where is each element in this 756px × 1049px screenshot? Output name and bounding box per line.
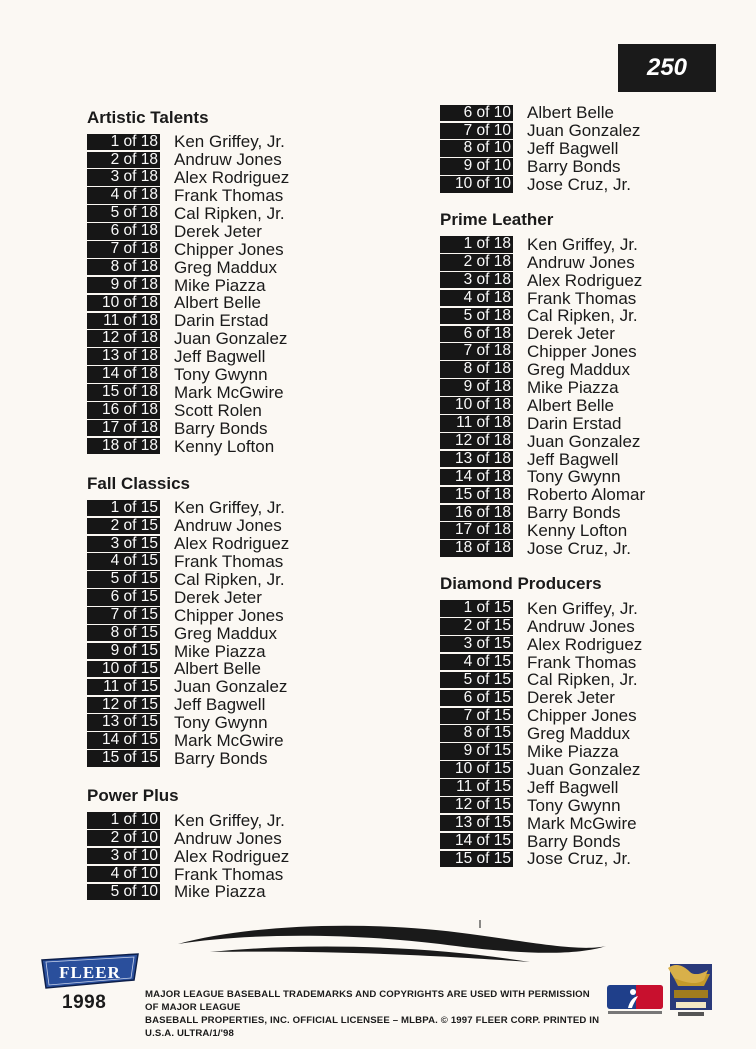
checklist-row (87, 258, 407, 276)
player-name: Albert Belle (174, 293, 261, 313)
checklist-row (440, 761, 740, 779)
checklist-row (87, 499, 407, 517)
section-title: Power Plus (87, 786, 179, 806)
card-number-badge: 13 of 15 (440, 815, 513, 832)
card-number-badge: 16 of 18 (87, 402, 160, 419)
player-name: Derek Jeter (527, 324, 615, 344)
checklist-row (87, 205, 407, 223)
player-name: Cal Ripken, Jr. (174, 204, 285, 223)
card-number-badge: 12 of 15 (87, 697, 160, 714)
card-number-badge: 5 of 15 (440, 672, 513, 689)
swoosh-decoration (170, 912, 610, 974)
checklist-row (440, 307, 740, 325)
checklist-row (87, 133, 407, 151)
checklist-row (440, 104, 740, 122)
player-name: Greg Maddux (527, 360, 630, 380)
card-number-badge: 15 of 15 (440, 851, 513, 868)
checklist-row (87, 276, 407, 294)
card-number-badge: 17 of 18 (440, 522, 513, 539)
card-number-badge: 1 of 10 (87, 812, 160, 829)
player-name: Albert Belle (527, 103, 614, 123)
card-number-badge: 9 of 18 (440, 379, 513, 396)
card-number-badge: 9 of 15 (87, 643, 160, 660)
card-number-badge: 14 of 15 (440, 833, 513, 850)
card-number-badge: 18 of 18 (87, 438, 160, 455)
checklist-row (440, 743, 740, 761)
player-name: Jeff Bagwell (527, 777, 619, 797)
player-name: Andruw Jones (174, 150, 282, 170)
checklist-row (440, 707, 740, 725)
checklist-row (440, 176, 740, 194)
player-name: Juan Gonzalez (174, 329, 288, 349)
card-number-badge: 1 of 18 (440, 236, 513, 253)
checklist-row (87, 169, 407, 187)
card-number-badge: 12 of 18 (440, 433, 513, 450)
player-name: Ken Griffey, Jr. (174, 810, 285, 830)
card-number-badge: 13 of 18 (440, 451, 513, 468)
player-name: Barry Bonds (527, 503, 621, 523)
card-number-badge: 7 of 15 (87, 607, 160, 624)
player-name: Mark McGwire (174, 382, 284, 402)
card-number-badge: 16 of 18 (440, 505, 513, 522)
card-number-badge: 8 of 15 (87, 625, 160, 642)
section-fall-classics (87, 473, 407, 767)
card-number-badge: 2 of 10 (87, 830, 160, 847)
checklist-row (440, 361, 740, 379)
checklist-row (440, 814, 740, 832)
player-name: Jeff Bagwell (174, 695, 266, 715)
checklist-row (440, 725, 740, 743)
card-number-badge: 2 of 15 (87, 518, 160, 535)
card-number-badge: 13 of 18 (87, 348, 160, 365)
checklist-row (440, 140, 740, 158)
checklist-row (440, 522, 740, 540)
player-name: Frank Thomas (527, 652, 637, 672)
player-name: Mike Piazza (527, 742, 619, 762)
section-title: Prime Leather (440, 210, 554, 230)
player-name: Darin Erstad (174, 311, 269, 331)
player-name: Juan Gonzalez (174, 677, 288, 697)
checklist-row (440, 343, 740, 361)
checklist-row (440, 635, 740, 653)
checklist-row (87, 571, 407, 589)
card-number-badge: 8 of 18 (87, 259, 160, 276)
section-artistic-talents (87, 107, 407, 455)
card-number-badge: 4 of 18 (440, 290, 513, 307)
checklist-row (87, 187, 407, 205)
checklist-row (440, 432, 740, 450)
checklist-row (87, 312, 407, 330)
checklist-row (87, 222, 407, 240)
card-number-badge: 2 of 15 (440, 618, 513, 635)
checklist-row (87, 829, 407, 847)
card-number-badge: 4 of 18 (87, 187, 160, 204)
player-name: Barry Bonds (174, 748, 268, 768)
checklist-row (440, 450, 740, 468)
checklist-row (87, 517, 407, 535)
card-number-badge: 11 of 18 (440, 415, 513, 432)
card-number-badge: 3 of 18 (440, 272, 513, 289)
checklist-row (440, 468, 740, 486)
card-number-badge: 2 of 18 (87, 152, 160, 169)
checklist-row (440, 379, 740, 397)
card-number-badge: 3 of 18 (87, 169, 160, 186)
player-name: Derek Jeter (174, 587, 262, 607)
card-number-badge: 1 of 18 (87, 134, 160, 151)
checklist-row (87, 883, 407, 901)
player-name: Scott Rolen (174, 400, 262, 420)
fleer-logo-text: FLEER (59, 963, 121, 982)
player-name: Ken Griffey, Jr. (174, 498, 285, 518)
player-name: Jose Cruz, Jr. (527, 849, 631, 869)
card-number-badge: 7 of 18 (87, 241, 160, 258)
checklist-row (440, 617, 740, 635)
checklist-row (440, 253, 740, 271)
player-name: Mike Piazza (174, 882, 266, 902)
card-number-badge: 3 of 15 (440, 636, 513, 653)
card-number-badge: 15 of 18 (87, 384, 160, 401)
card-number-badge: 14 of 18 (440, 469, 513, 486)
checklist-row (440, 289, 740, 307)
card-number-badge: 9 of 10 (440, 158, 513, 175)
card-number-badge: 5 of 10 (87, 884, 160, 901)
player-name: Andruw Jones (174, 828, 282, 848)
checklist-row (87, 366, 407, 384)
checklist-row (87, 401, 407, 419)
player-name: Barry Bonds (527, 831, 621, 851)
checklist-row (440, 486, 740, 504)
player-name: Ken Griffey, Jr. (527, 598, 638, 618)
card-number-badge: 6 of 18 (87, 223, 160, 240)
section-power-plus (87, 785, 407, 900)
legal-line-2: BASEBALL PROPERTIES, INC. OFFICIAL LICENSEE – MLBPA. © 1997 FLEER CORP. PRINTED IN U.S.A. ULTRA/1/'98 (145, 1015, 600, 1039)
mlb-logo-icon (606, 984, 664, 1016)
card-number-badge: 12 of 15 (440, 797, 513, 814)
player-name: Albert Belle (527, 395, 614, 415)
player-name: Alex Rodriguez (527, 634, 643, 654)
player-name: Kenny Lofton (174, 436, 275, 456)
player-name: Frank Thomas (174, 186, 284, 206)
card-number-badge: 6 of 15 (87, 589, 160, 606)
player-name: Kenny Lofton (527, 521, 628, 541)
card-number-badge: 5 of 15 (87, 571, 160, 588)
card-number-badge: 2 of 18 (440, 254, 513, 271)
player-name: Jeff Bagwell (527, 139, 619, 159)
checklist-row (440, 850, 740, 868)
card-number-badge: 4 of 15 (87, 553, 160, 570)
player-name: Frank Thomas (527, 288, 637, 308)
card-number-badge: 13 of 15 (87, 714, 160, 731)
checklist-row (440, 653, 740, 671)
player-name: Derek Jeter (174, 221, 262, 241)
card-number-badge: 17 of 18 (87, 420, 160, 437)
player-name: Andruw Jones (174, 516, 282, 536)
checklist-row (87, 151, 407, 169)
player-name: Frank Thomas (174, 552, 284, 572)
right-column (440, 104, 740, 868)
card-number-badge: 6 of 18 (440, 326, 513, 343)
card-number-badge: 6 of 15 (440, 690, 513, 707)
player-name: Mike Piazza (174, 641, 266, 661)
player-name: Albert Belle (174, 659, 261, 679)
checklist-row (440, 235, 740, 253)
card-number-badge: 1 of 15 (87, 500, 160, 517)
card-number-badge: 11 of 15 (87, 679, 160, 696)
player-name: Jeff Bagwell (527, 449, 619, 469)
checklist-row (440, 122, 740, 140)
section-diamond-producers (440, 573, 740, 867)
card-number-badge: 10 of 18 (87, 295, 160, 312)
player-name: Juan Gonzalez (527, 759, 641, 779)
checklist-row (87, 750, 407, 768)
checklist-row (87, 714, 407, 732)
checklist-row (87, 588, 407, 606)
card-number-badge: 9 of 15 (440, 743, 513, 760)
player-name: Cal Ripken, Jr. (174, 570, 285, 590)
player-name: Barry Bonds (174, 418, 268, 438)
hall-of-fame-logo-icon (664, 956, 718, 1020)
player-name: Jose Cruz, Jr. (527, 175, 631, 194)
card-number-badge: 8 of 10 (440, 140, 513, 157)
checklist-row (440, 796, 740, 814)
player-name: Cal Ripken, Jr. (527, 306, 638, 326)
left-column (87, 107, 407, 901)
player-name: Jose Cruz, Jr. (527, 539, 631, 559)
player-name: Chipper Jones (527, 342, 637, 362)
checklist-row (440, 414, 740, 432)
card-number-badge: 14 of 18 (87, 366, 160, 383)
player-name: Chipper Jones (527, 706, 637, 726)
player-name: Tony Gwynn (174, 713, 268, 733)
checklist-row (87, 437, 407, 455)
card-number-badge: 12 of 18 (87, 330, 160, 347)
checklist-row (87, 678, 407, 696)
player-name: Greg Maddux (174, 257, 277, 277)
card-number-badge: 3 of 15 (87, 536, 160, 553)
card-number-badge: 7 of 15 (440, 708, 513, 725)
section-title: Fall Classics (87, 474, 191, 494)
player-name: Barry Bonds (527, 157, 621, 177)
player-name: Darin Erstad (527, 413, 622, 433)
checklist-row (440, 271, 740, 289)
player-name: Ken Griffey, Jr. (174, 132, 285, 152)
card-number-badge: 1 of 15 (440, 600, 513, 617)
player-name: Greg Maddux (527, 724, 630, 744)
player-name: Mark McGwire (174, 731, 284, 751)
card-number-badge: 10 of 15 (87, 661, 160, 678)
checklist-row (440, 832, 740, 850)
checklist-row (440, 325, 740, 343)
checklist-row (87, 660, 407, 678)
card-number-badge: 14 of 15 (87, 732, 160, 749)
card-number-badge: 10 of 18 (440, 397, 513, 414)
player-name: Cal Ripken, Jr. (527, 670, 638, 690)
legal-line-1: MAJOR LEAGUE BASEBALL TRADEMARKS AND COPYRIGHTS ARE USED WITH PERMISSION OF MAJOR LEAGUE (145, 989, 590, 1013)
checklist-row (87, 240, 407, 258)
player-name: Andruw Jones (527, 616, 635, 636)
card-number-badge: 11 of 15 (440, 779, 513, 796)
card-number-badge: 8 of 15 (440, 725, 513, 742)
player-name: Mike Piazza (174, 275, 266, 295)
checklist-row (440, 778, 740, 796)
card-number-badge: 7 of 18 (440, 343, 513, 360)
card-number-badge: 18 of 18 (440, 540, 513, 557)
checklist-row (87, 419, 407, 437)
player-name: Chipper Jones (174, 239, 284, 259)
checklist-row (87, 606, 407, 624)
card-number-badge: 15 of 18 (440, 487, 513, 504)
section-prime-leather (440, 209, 740, 557)
player-name: Tony Gwynn (174, 365, 268, 385)
player-name: Greg Maddux (174, 623, 277, 643)
card-number-badge: 4 of 10 (87, 866, 160, 883)
card-number-badge: 4 of 15 (440, 654, 513, 671)
card-number-badge: 6 of 10 (440, 105, 513, 122)
checklist-row (87, 865, 407, 883)
section-title: Artistic Talents (87, 108, 209, 127)
card-number: 250 (618, 44, 716, 92)
card-number-badge: 15 of 15 (87, 750, 160, 767)
checklist-row (87, 732, 407, 750)
player-name: Mark McGwire (527, 813, 637, 833)
checklist-row (440, 504, 740, 522)
section-power-plus-continued (440, 104, 740, 193)
player-name: Jeff Bagwell (174, 347, 266, 367)
player-name: Derek Jeter (527, 688, 615, 708)
section-title: Diamond Producers (440, 574, 602, 594)
player-name: Andruw Jones (527, 252, 635, 272)
player-name: Juan Gonzalez (527, 431, 641, 451)
checklist-row (87, 294, 407, 312)
card-number-badge: 9 of 18 (87, 277, 160, 294)
year: 1998 (62, 992, 107, 1013)
card-number-badge: 10 of 10 (440, 176, 513, 193)
fleer-logo (38, 950, 142, 992)
card-number-badge: 10 of 15 (440, 761, 513, 778)
player-name: Roberto Alomar (527, 485, 646, 505)
checklist-row (87, 847, 407, 865)
card-number-badge: 3 of 10 (87, 848, 160, 865)
player-name: Frank Thomas (174, 864, 284, 884)
player-name: Alex Rodriguez (174, 534, 290, 554)
checklist-row (87, 535, 407, 553)
card-number-badge: 7 of 10 (440, 123, 513, 140)
checklist-row (87, 624, 407, 642)
checklist-row (440, 599, 740, 617)
legal-text (145, 988, 601, 1040)
card-number-badge: 11 of 18 (87, 313, 160, 330)
player-name: Tony Gwynn (527, 467, 621, 487)
checklist-row (87, 348, 407, 366)
checklist-row (440, 158, 740, 176)
card-number-badge: 5 of 18 (87, 205, 160, 222)
checklist-row (440, 540, 740, 558)
player-name: Chipper Jones (174, 605, 284, 625)
checklist-row (440, 689, 740, 707)
checklist-row (440, 396, 740, 414)
checklist-row (87, 553, 407, 571)
player-name: Alex Rodriguez (174, 846, 290, 866)
player-name: Mike Piazza (527, 378, 619, 398)
player-name: Tony Gwynn (527, 795, 621, 815)
checklist-row (87, 811, 407, 829)
player-name: Alex Rodriguez (174, 168, 290, 188)
checklist-row (87, 696, 407, 714)
card-number-badge: 8 of 18 (440, 361, 513, 378)
player-name: Alex Rodriguez (527, 270, 643, 290)
player-name: Ken Griffey, Jr. (527, 234, 638, 254)
checklist-row (87, 642, 407, 660)
checklist-row (87, 383, 407, 401)
player-name: Juan Gonzalez (527, 121, 641, 141)
card-number-badge: 5 of 18 (440, 308, 513, 325)
checklist-row (87, 330, 407, 348)
checklist-row (440, 671, 740, 689)
